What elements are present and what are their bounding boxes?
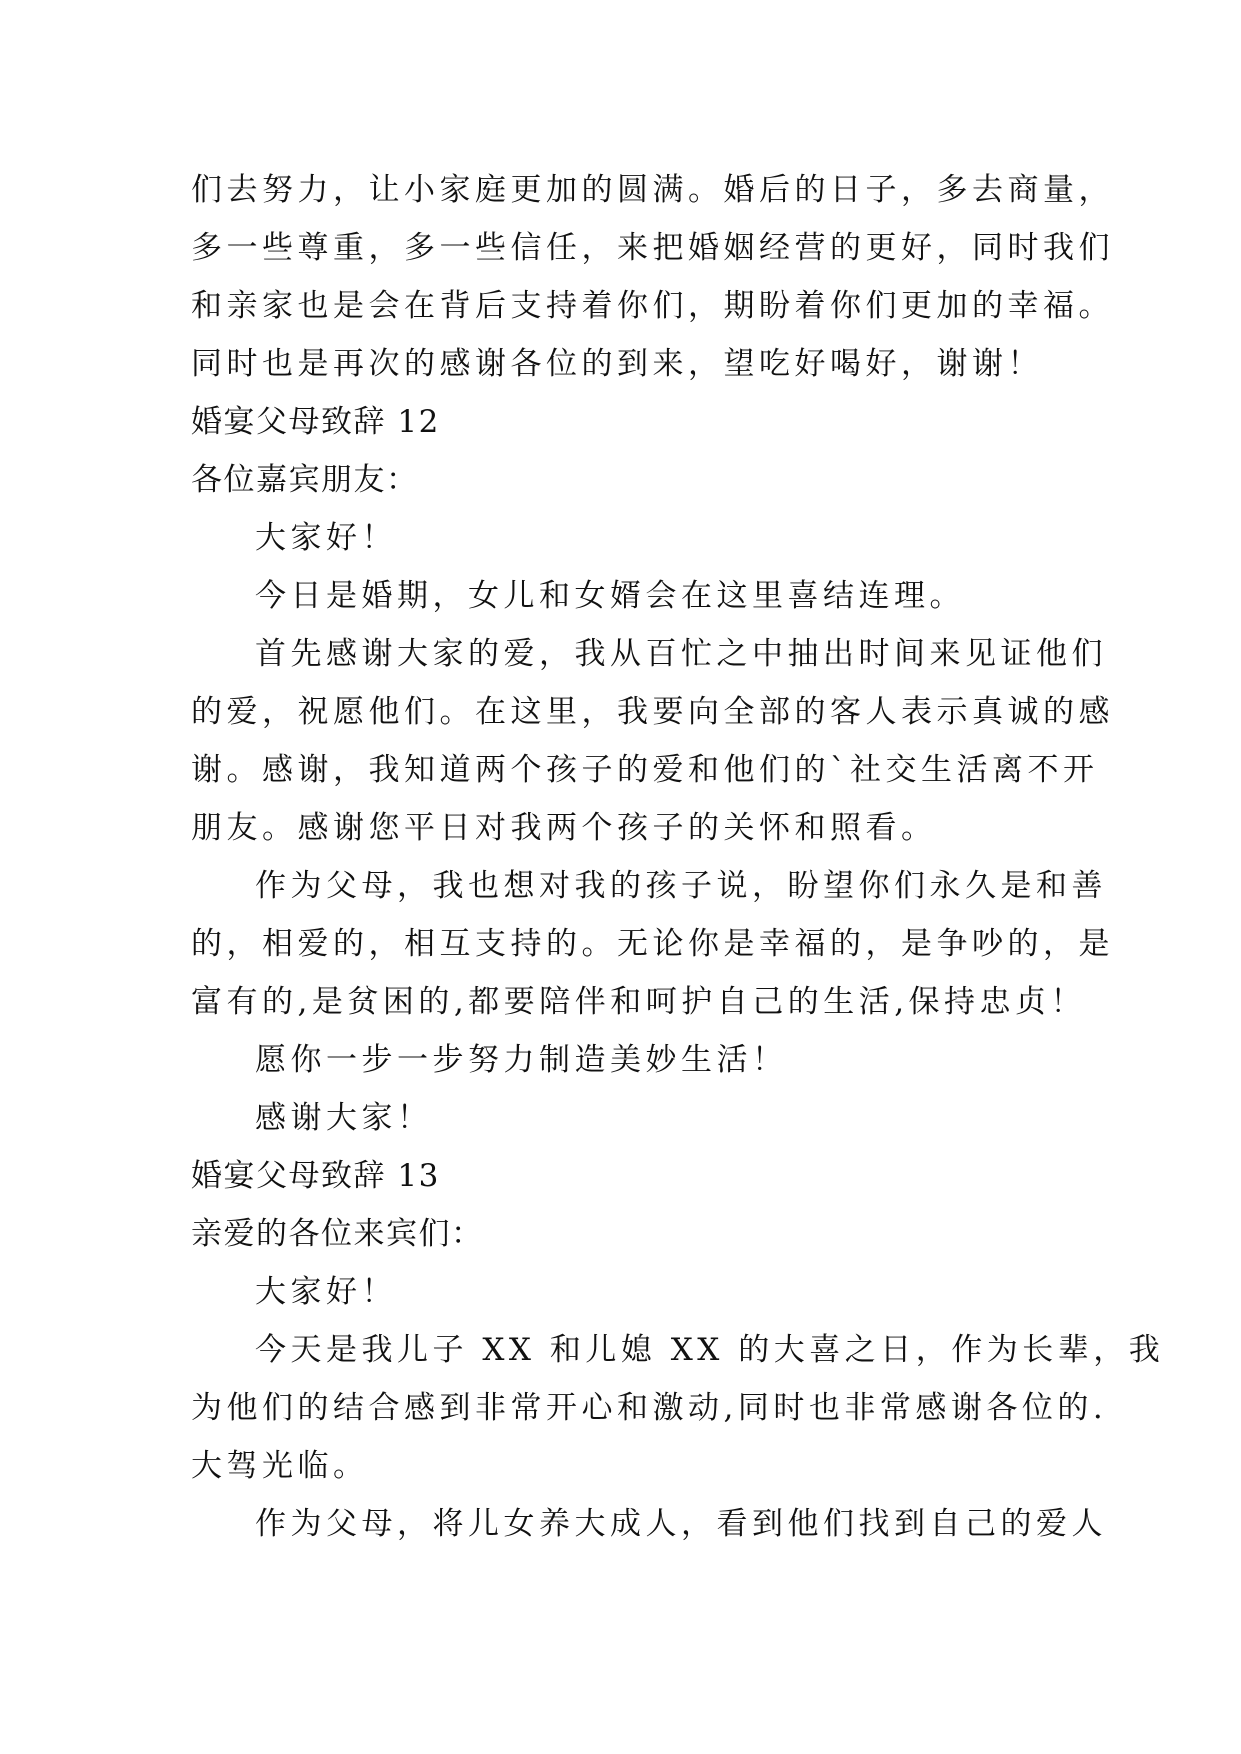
body-text-line: 同时也是再次的感谢各位的到来，望吃好喝好，谢谢！: [191, 346, 1043, 382]
greeting: 大家好！: [255, 520, 397, 556]
paragraph-line: 今日是婚期，女儿和女婿会在这里喜结连理。: [255, 578, 965, 614]
paragraph-line: 为他们的结合感到非常开心和激动,同时也非常感谢各位的.: [191, 1390, 1108, 1426]
paragraph-line: 首先感谢大家的爱，我从百忙之中抽出时间来见证他们: [255, 636, 1107, 672]
paragraph-line: 作为父母，我也想对我的孩子说，盼望你们永久是和善: [255, 868, 1107, 904]
paragraph-line: 的，相爱的，相互支持的。无论你是幸福的，是争吵的，是: [191, 926, 1114, 962]
body-text-line: 们去努力，让小家庭更加的圆满。婚后的日子，多去商量，: [191, 172, 1114, 208]
paragraph-line: 愿你一步一步努力制造美妙生活！: [255, 1042, 788, 1078]
paragraph-line: 作为父母，将儿女养大成人，看到他们找到自己的爱人: [255, 1506, 1107, 1542]
paragraph-line: 朋友。感谢您平日对我两个孩子的关怀和照看。: [191, 810, 937, 846]
body-text-line: 多一些尊重，多一些信任，来把婚姻经营的更好，同时我们: [191, 230, 1114, 266]
paragraph-line: 富有的,是贫困的,都要陪伴和呵护自己的生活,保持忠贞！: [191, 984, 1087, 1020]
salutation: 亲爱的各位来宾们：: [191, 1216, 484, 1252]
section-title: 婚宴父母致辞 13: [191, 1158, 440, 1194]
paragraph-line: 谢。感谢，我知道两个孩子的爱和他们的`社交生活离不开: [191, 752, 1099, 788]
document-body: [191, 161, 1165, 1553]
paragraph-line: 今天是我儿子 XX 和儿媳 XX 的大喜之日，作为长辈，我: [255, 1332, 1165, 1368]
salutation: 各位嘉宾朋友：: [191, 462, 419, 498]
body-text-line: 和亲家也是会在背后支持着你们，期盼着你们更加的幸福。: [191, 288, 1114, 324]
section-title: 婚宴父母致辞 12: [191, 404, 440, 440]
paragraph-line: 的爱，祝愿他们。在这里，我要向全部的客人表示真诚的感: [191, 694, 1114, 730]
greeting: 大家好！: [255, 1274, 397, 1310]
paragraph-line: 大驾光临。: [191, 1448, 369, 1484]
paragraph-line: 感谢大家！: [255, 1100, 433, 1136]
